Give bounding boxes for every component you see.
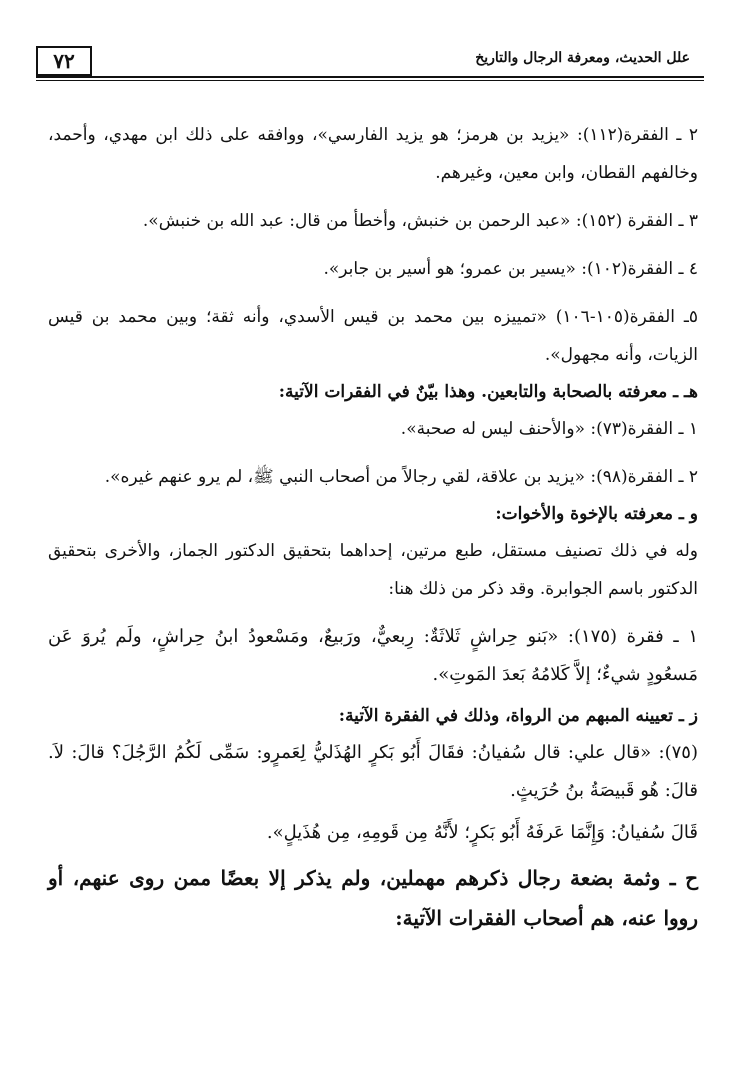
section-heading-he: هـ ـ معرفته بالصحابة والتابعين. وهذا بيّنٌ في الفقرات الآتية: <box>278 382 698 402</box>
paragraph-item-5: ٥ـ الفقرة(١٠٥-١٠٦) «تمييزه بين محمد بن قيس الأسدي، وأنه ثقة؛ وبين محمد بن قيس الزيات، وأنه مجهول». <box>48 307 699 365</box>
paragraph-quote-sufyan: قَالَ سُفيانُ: وَإِنَّمَا عَرفَهُ أَبُو بَكرٍ؛ لأَنَّهُ مِن قَومِهِ، مِن هُذَيلٍ». <box>266 822 698 843</box>
paragraph-tasnif: وله في ذلك تصنيف مستقل، طبع مرتين، إحداهما بتحقيق الدكتور الجماز، والأخرى بتحقيق الدكتور باسم الجوابرة. وقد ذكر من ذلك هنا: <box>48 541 698 599</box>
page-body <box>48 116 698 948</box>
section-heading-zay: ز ـ تعيينه المبهم من الرواة، وذلك في الفقرة الآتية: <box>338 706 698 726</box>
paragraph-ahnaf: ١ ـ الفقرة(٧٣): «والأحنف ليس له صحبة». <box>400 419 698 439</box>
page-number: ٧٢ <box>36 46 92 76</box>
paragraph-item-4: ٤ ـ الفقرة(١٠٢): «يسير بن عمرو؛ هو أسير بن جابر». <box>323 259 698 279</box>
running-title: علل الحديث، ومعرفة الرجال والتاريخ <box>475 50 690 66</box>
header-rule-thin <box>36 80 704 81</box>
paragraph-bano-hirash: ١ ـ فقرة (١٧٥): «بَنو حِراشٍ ثَلاثَةٌ: رِبعيٌّ، ورَبيعٌ، ومَسْعودُ ابنُ حِراشٍ، ولَم يُروَ عَن مَسعُودٍ شيءٌ؛ إلاَّ كَلامُهُ بَعدَ المَوتِ». <box>48 626 698 685</box>
paragraph-quote-75: (٧٥): «قال علي: قال سُفيانُ: فقَالَ أَبُو بَكرٍ الهُذَليُّ لِعَمرٍو: سَمِّى لَكُمُ الرَّجُلَ؟ قالَ: لاَ. قالَ: هُو قَبيصَةُ بنُ حُرَيثٍ. <box>48 742 698 801</box>
paragraph-item-2: ٢ ـ الفقرة(١١٢): «يزيد بن هرمز؛ هو يزيد الفارسي»، ووافقه على ذلك ابن مهدي، وأحمد، وخالفهم القطان، وابن معين، وغيرهم. <box>48 125 698 183</box>
paragraph-item-3: ٣ ـ الفقرة (١٥٢): «عبد الرحمن بن خنبش، وأخطأ من قال: عبد الله بن خنبش». <box>142 211 698 231</box>
section-heading-ha: ح ـ وثمة بضعة رجال ذكرهم مهملين، ولم يذكر إلا بعضًا ممن روى عنهم، أو رووا عنه، هم أصحاب الفقرات الآتية: <box>48 866 698 930</box>
paragraph-yazid-ilaqa: ٢ ـ الفقرة(٩٨): «يزيد بن علاقة، لقي رجالاً من أصحاب النبي ﷺ، لم يرو عنهم غيره». <box>104 467 698 487</box>
header-rule <box>36 76 704 78</box>
section-heading-waw: و ـ معرفته بالإخوة والأخوات: <box>495 504 698 524</box>
page-header <box>36 40 704 80</box>
